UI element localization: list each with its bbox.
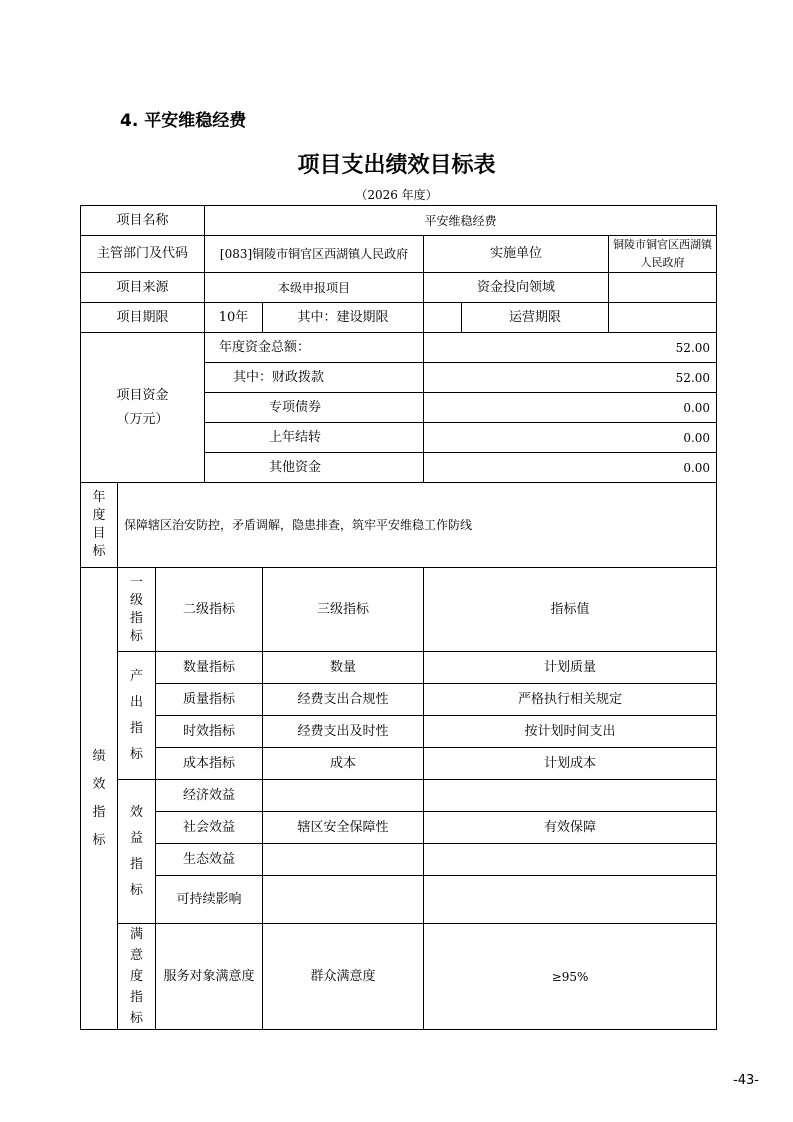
level1-header: 一 级 指 标 (118, 568, 156, 652)
source-value: 本级申报项目 (205, 273, 424, 303)
value-header: 指标值 (424, 568, 717, 652)
funds-other-label: 其他资金 (205, 453, 424, 483)
table-row-value: 有效保障 (424, 812, 717, 844)
level2-header: 二级指标 (156, 568, 263, 652)
period-label: 项目期限 (81, 303, 205, 333)
table-row-l2: 经济效益 (156, 780, 263, 812)
project-name-label: 项目名称 (81, 206, 205, 236)
table-row-l3: 数量 (263, 652, 424, 684)
table-row-l2: 服务对象满意度 (156, 924, 263, 1030)
funds-other-value: 0.00 (424, 453, 717, 483)
table-row-l3: 经费支出及时性 (263, 716, 424, 748)
funds-label-line1: 项目资金 (116, 387, 169, 403)
table-row-value: ≥95% (424, 924, 717, 1030)
table-row-l3: 经费支出合规性 (263, 684, 424, 716)
table-row-l2: 时效指标 (156, 716, 263, 748)
table-row-value (424, 876, 717, 924)
table-row-l3 (263, 876, 424, 924)
funds-carryover-value: 0.00 (424, 423, 717, 453)
funds-total-label: 年度资金总额： (205, 333, 424, 363)
section-title: 4. 平安维稳经费 (120, 111, 247, 131)
project-name-value: 平安维稳经费 (205, 206, 717, 236)
impl-label: 实施单位 (424, 236, 609, 273)
funds-bond-label: 专项债券 (205, 393, 424, 423)
table-row-l2: 数量指标 (156, 652, 263, 684)
benefit-indicator-label: 效 益 指 标 (118, 780, 156, 924)
annual-goal-text: 保障辖区治安防控，矛盾调解，隐患排查，筑牢平安维稳工作防线 (118, 483, 717, 568)
output-indicator-label: 产 出 指 标 (118, 652, 156, 780)
page-number: -43- (733, 1073, 759, 1088)
ops-period-value (609, 303, 717, 333)
table-row-value (424, 844, 717, 876)
funds-fiscal-label: 其中：财政拨款 (205, 363, 424, 393)
build-period-label: 其中：建设期限 (263, 303, 424, 333)
dept-value: [083]铜陵市铜官区西湖镇人民政府 (205, 236, 424, 273)
annual-goal-label: 年 度 目 标 (81, 483, 118, 568)
table-row-l2: 成本指标 (156, 748, 263, 780)
performance-target-table (80, 205, 717, 1030)
satisfaction-indicator-label: 满 意 度 指 标 (118, 924, 156, 1030)
table-row-value: 严格执行相关规定 (424, 684, 717, 716)
build-period-value (424, 303, 462, 333)
level3-header: 三级指标 (263, 568, 424, 652)
table-row-l3 (263, 844, 424, 876)
table-row-l2: 可持续影响 (156, 876, 263, 924)
table-row-value: 计划质量 (424, 652, 717, 684)
invest-label: 资金投向领域 (424, 273, 609, 303)
funds-fiscal-value: 52.00 (424, 363, 717, 393)
invest-value (609, 273, 717, 303)
table-row-value: 计划成本 (424, 748, 717, 780)
table-row-value: 按计划时间支出 (424, 716, 717, 748)
source-label: 项目来源 (81, 273, 205, 303)
funds-label-line2: （万元） (116, 411, 169, 427)
funds-bond-value: 0.00 (424, 393, 717, 423)
funds-label (81, 333, 205, 483)
performance-indicator-label: 绩 效 指 标 (81, 568, 118, 1030)
table-row-l3: 群众满意度 (263, 924, 424, 1030)
document-title: 项目支出绩效目标表 (297, 153, 496, 178)
funds-total-value: 52.00 (424, 333, 717, 363)
table-row-l2: 质量指标 (156, 684, 263, 716)
table-row-l2: 生态效益 (156, 844, 263, 876)
period-value: 10年 (205, 303, 263, 333)
impl-value: 铜陵市铜官区西湖镇人民政府 (609, 236, 717, 273)
table-row-l3: 辖区安全保障性 (263, 812, 424, 844)
table-row-value (424, 780, 717, 812)
table-row-l2: 社会效益 (156, 812, 263, 844)
funds-carryover-label: 上年结转 (205, 423, 424, 453)
dept-label: 主管部门及代码 (81, 236, 205, 273)
table-row-l3 (263, 780, 424, 812)
table-row-l3: 成本 (263, 748, 424, 780)
year-label: （2026 年度） (355, 188, 438, 202)
ops-period-label: 运营期限 (462, 303, 609, 333)
